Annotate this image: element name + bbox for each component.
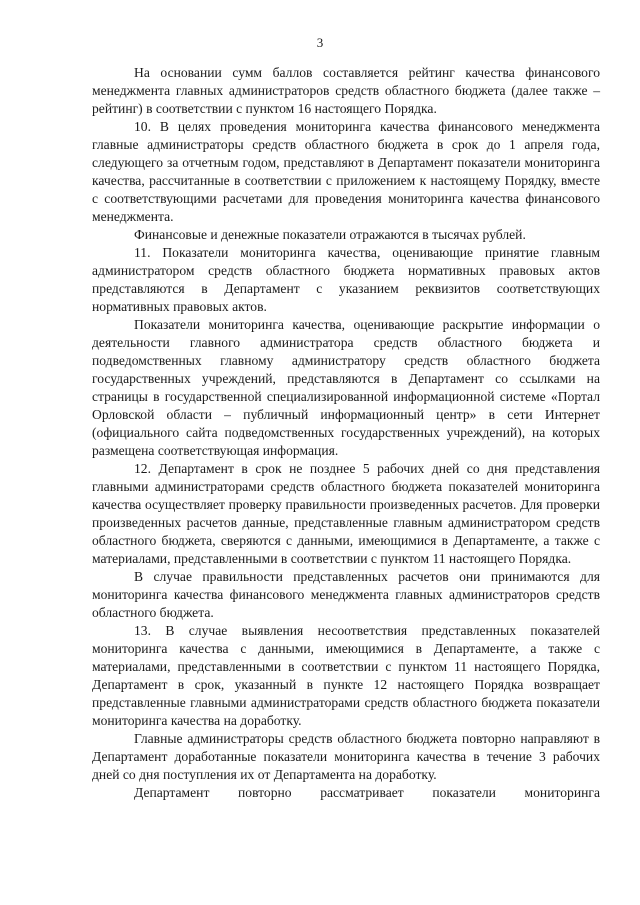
paragraph-item-12: 12. Департамент в срок не позднее 5 рабочих дней со дня представления главными администраторами средств областного бюджета показателей мониторинга качества осуществляет проверку правильности произведенных расчетов. Для проверки произведенных расчетов данные, представленные главным администратором средств областного бюджета, сверяются с данными, имеющимися в Департаменте, а также с материалами, представленными в соответствии с пунктом 11 настоящего Порядка. [92, 461, 600, 566]
paragraph-currency-note: Финансовые и денежные показатели отражаются в тысячах рублей. [134, 227, 526, 242]
paragraph-item-13: 13. В случае выявления несоответствия представленных показателей мониторинга качества с данными, имеющимися в Департаменте, а также с материалами, представленными в соответствии с пунктом 11 настоящего Порядка, Департамент в срок, указанный в пункте 12 настоящего Порядка возвращает представленные главными администраторами средств областного бюджета показатели мониторинга качества на доработку. [92, 623, 600, 728]
paragraph-rating: На основании сумм баллов составляется рейтинг качества финансового менеджмента главных администраторов средств областного бюджета (далее также – рейтинг) в соответствии с пунктом 16 настоящего Порядка. [92, 65, 600, 116]
paragraph-item-11: 11. Показатели мониторинга качества, оценивающие принятие главным администратором средств областного бюджета нормативных правовых актов представляются в Департамент с указанием реквизитов соответствующих нормативных правовых актов. [92, 245, 600, 314]
paragraph-review: Департамент повторно рассматривает показатели мониторинга [134, 785, 600, 800]
paragraph-disclosure: Показатели мониторинга качества, оценивающие раскрытие информации о деятельности главного администратора средств областного бюджета и подведомственных главному администратору средств областного бюджета государственных учреждений, представляются в Департамент со ссылками на страницы в государственной специализированной информационной системе «Портал Орловской области – публичный информационный центр» в сети Интернет (официального сайта подведомственных государственных учреждений), на которых размещена соответствующая информация. [92, 317, 600, 458]
paragraph-acceptance: В случае правильности представленных расчетов они принимаются для мониторинга качества финансового менеджмента главных администраторов средств областного бюджета. [92, 569, 600, 620]
page-number: 3 [316, 35, 324, 50]
document-body [92, 64, 600, 802]
paragraph-item-10: 10. В целях проведения мониторинга качества финансового менеджмента главные администраторы средств областного бюджета в срок до 1 апреля года, следующего за отчетным годом, представляют в Департамент показатели мониторинга качества, рассчитанные в соответствии с приложением к настоящему Порядку, вместе с соответствующими расчетами для проведения мониторинга качества финансового менеджмента. [92, 119, 600, 224]
paragraph-resubmission: Главные администраторы средств областного бюджета повторно направляют в Департамент доработанные показатели мониторинга качества в течение 3 рабочих дней со дня поступления их от Департамента на доработку. [92, 731, 600, 782]
